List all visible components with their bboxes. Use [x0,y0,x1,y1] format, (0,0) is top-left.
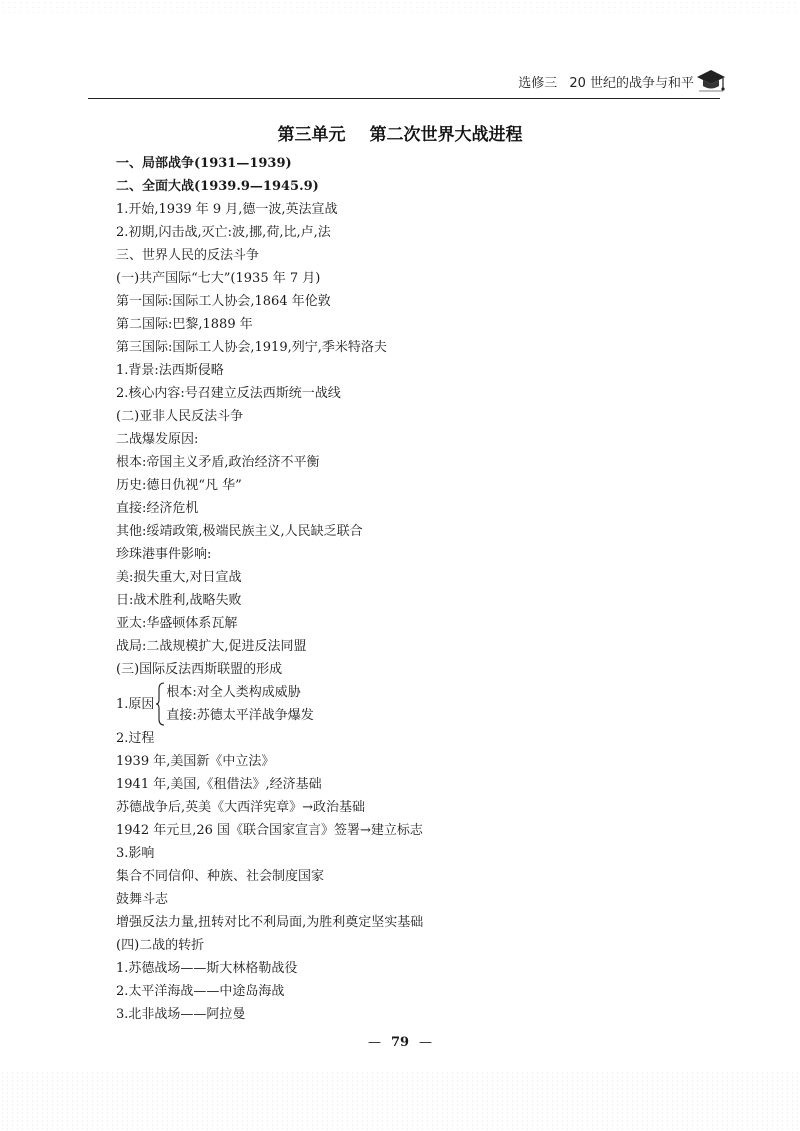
title-name: 第二次世界大战进程 [369,125,523,145]
page-footer [0,1035,800,1050]
brace-icon [155,682,165,726]
text-line: 历史:德日仇视“凡 华” [116,478,242,493]
text-line: 鼓舞斗志 [116,892,169,907]
text-line: 苏德战争后,英美《大西洋宪章》→政治基础 [116,800,366,815]
page-number: 79 [390,1035,410,1050]
brace-items [166,681,313,727]
brace-item: 根本:对全人类构成威胁 [166,685,301,700]
brace-label: 1.原因 [116,696,155,712]
header-subject: 20 世纪的战争与和平 [569,76,694,91]
header-rule [88,98,720,99]
text-line: 直接:经济危机 [116,501,199,516]
text-line: 1941 年,美国,《租借法》,经济基础 [116,777,322,792]
header-course: 选修三 [518,76,558,91]
text-line: 2.过程 [116,731,155,746]
text-line: 1939 年,美国新《中立法》 [116,754,275,769]
text-line: 三、世界人民的反法斗争 [116,248,260,263]
brace-group [116,681,716,727]
text-line: 一、局部战争(1931—1939) [116,156,292,171]
text-line: (四)二战的转折 [116,938,205,953]
text-line: 战局:二战规模扩大,促进反法同盟 [116,639,307,654]
page-header [88,64,728,98]
text-line: 其他:绥靖政策,极端民族主义,人民缺乏联合 [116,524,363,539]
text-line: (三)国际反法西斯联盟的形成 [116,662,283,677]
text-line: 1.背景:法西斯侵略 [116,363,224,378]
text-line: 1.苏德战场——斯大林格勒战役 [116,961,298,976]
graduation-cap-icon [696,68,726,94]
text-line: 亚太:华盛顿体系瓦解 [116,616,238,631]
text-line: 第二国际:巴黎,1889 年 [116,317,253,332]
header-text [518,72,694,91]
text-line: 2.核心内容:号召建立反法西斯统一战线 [116,386,341,401]
text-line: 集合不同信仰、种族、社会制度国家 [116,869,325,884]
scan-noise-top [0,0,800,14]
text-line: 根本:帝国主义矛盾,政治经济不平衡 [116,455,320,470]
text-line: (二)亚非人民反法斗争 [116,409,244,424]
text-line: 二战爆发原因: [116,432,199,447]
footer-dash-left: — [367,1035,381,1050]
content-lines-bottom [116,727,716,1026]
text-line: 3.影响 [116,846,155,861]
title-unit: 第三单元 [277,125,346,145]
text-line: 增强反法力量,扭转对比不利局面,为胜利奠定坚实基础 [116,915,424,930]
text-line: 1.开始,1939 年 9 月,德一波,英法宣战 [116,202,338,217]
text-line: (一)共产国际“七大”(1935 年 7 月) [116,271,321,286]
text-line: 2.初期,闪击战,灭亡:波,挪,荷,比,卢,法 [116,225,331,240]
text-line: 二、全面大战(1939.9—1945.9) [116,179,319,194]
text-line: 日:战术胜利,战略失败 [116,593,242,608]
text-line: 2.太平洋海战——中途岛海战 [116,984,285,999]
text-line: 1942 年元旦,26 国《联合国家宣言》签署→建立标志 [116,823,423,838]
text-line: 3.北非战场——阿拉曼 [116,1007,246,1022]
scan-noise-bottom [0,1071,800,1131]
text-line: 第三国际:国际工人协会,1919,列宁,季米特洛夫 [116,340,387,355]
footer-dash-right: — [419,1035,433,1050]
brace-item: 直接:苏德太平洋战争爆发 [166,708,314,723]
text-line: 美:损失重大,对日宣战 [116,570,242,585]
page-title [0,120,800,145]
content-lines-top [116,152,716,681]
text-line: 第一国际:国际工人协会,1864 年伦敦 [116,294,331,309]
content-body [116,152,716,1026]
text-line: 珍珠港事件影响: [116,547,212,562]
